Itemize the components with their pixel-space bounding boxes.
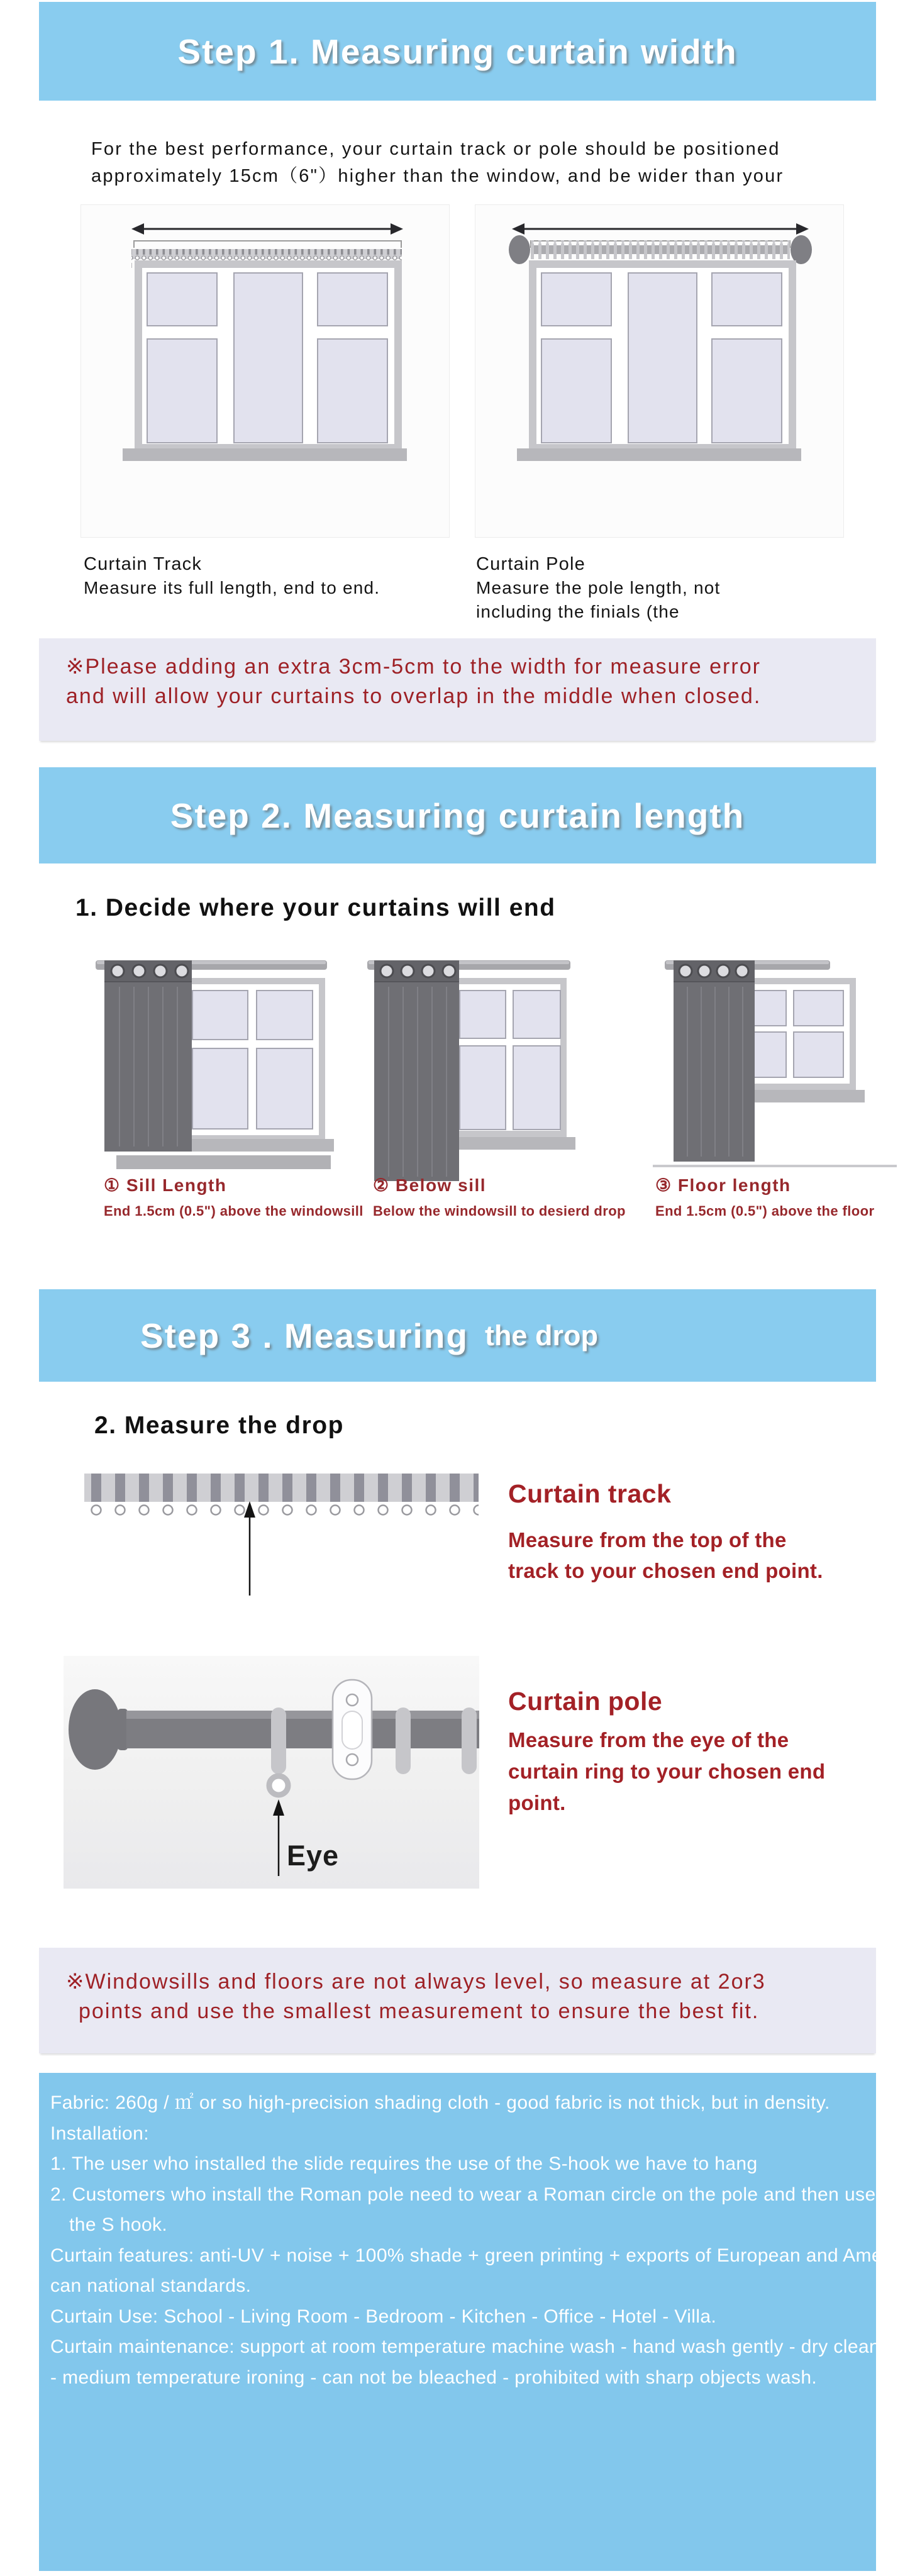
finial-icon (69, 1689, 121, 1770)
note-box-width (39, 638, 876, 741)
pole-annotation-text (508, 1724, 825, 1819)
window-icon (123, 260, 407, 461)
track-window-diagram-icon (81, 205, 449, 537)
curtain-icon (104, 960, 192, 1152)
pole-annotation-line-3: point. (508, 1791, 566, 1814)
sill-length-diagram-icon (94, 952, 343, 1173)
step3-heading: 2. Measure the drop (94, 1412, 344, 1439)
measure-arrow-icon (273, 1799, 284, 1876)
below-sill-diagram-icon (366, 952, 583, 1194)
width-arrow-icon (131, 223, 403, 235)
pole-diagram-icon (64, 1656, 479, 1889)
pole-annotation-line-2: curtain ring to your chosen end (508, 1760, 826, 1783)
option-sill-length (104, 1175, 363, 1219)
track-strip-diagram-icon (84, 1474, 479, 1599)
info-line-features-2: can national standards. (50, 2275, 252, 2296)
curtain-pole-figure (475, 204, 844, 538)
measure-arrow-icon (244, 1501, 255, 1596)
info-line-install-2b: the S hook. (69, 2214, 168, 2235)
note-width-line-2: and will allow your curtains to overlap in the middle when closed. (66, 684, 762, 708)
note-width-line-1: ※Please adding an extra 3cm-5cm to the width for measure error (66, 655, 761, 679)
pole-caption-title: Curtain Pole (476, 554, 585, 574)
eye-ring-icon (269, 1776, 288, 1795)
option-label: ② Below sill (373, 1175, 487, 1195)
step2-title: Step 2. Measuring curtain length (170, 796, 745, 835)
note-box-level (39, 1948, 876, 2053)
option-below-sill (373, 1175, 626, 1219)
info-line-install-1: 1. The user who installed the slide requires the use of the S-hook we have to hang (50, 2153, 758, 2174)
step2-header (39, 767, 876, 863)
info-line-features-1: Curtain features: anti-UV + noise + 100% shade + green printing + exports of European and Ameri- (50, 2245, 900, 2266)
info-line-maintenance-1: Curtain maintenance: support at room temperature machine wash - hand wash gently - dry cleaning (50, 2336, 906, 2357)
curtain-icon (674, 960, 755, 1162)
curtain-ring-icon (271, 1707, 286, 1774)
curtain-track-figure (80, 204, 450, 538)
track-annotation-line-2: track to your chosen end point. (508, 1559, 823, 1582)
floor-length-diagram-icon (653, 952, 904, 1170)
pole-figure (64, 1656, 479, 1889)
info-line-fabric: Fabric: 260g / ㎡ or so high-precision shading cloth - good fabric is not thick, but in density. (50, 2092, 830, 2113)
eye-label: Eye (287, 1840, 340, 1872)
pole-caption-line-1: Measure the pole length, not (476, 578, 721, 597)
option-floor-length (655, 1175, 874, 1219)
step3-title-main: Step 3 . Measuring (140, 1316, 469, 1355)
step3-title-sub: the drop (484, 1319, 598, 1352)
intro-line-1: For the best performance, your curtain track or pole should be positioned (91, 139, 780, 159)
info-line-maintenance-2: - medium temperature ironing - can not be bleached - prohibited with sharp objects wash. (50, 2367, 818, 2388)
pole-caption-line-2: including the finials (the (476, 602, 680, 621)
curtain-pole-icon (509, 235, 812, 264)
option-label: ③ Floor length (655, 1175, 791, 1195)
pole-caption (476, 552, 721, 624)
step1-title: Step 1. Measuring curtain width (177, 31, 738, 71)
info-line-install-2: 2. Customers who install the Roman pole need to wear a Roman circle on the pole and then use (50, 2184, 876, 2205)
track-caption-line: Measure its full length, end to end. (84, 578, 380, 597)
step3-header (39, 1289, 876, 1382)
pole-annotation-title: Curtain pole (508, 1687, 663, 1716)
pole-annotation-line-1: Measure from the eye of the (508, 1728, 789, 1752)
track-annotation-line-1: Measure from the top of the (508, 1528, 787, 1552)
window-icon (517, 260, 801, 461)
note-level-line-1: ※Windowsills and floors are not always level, so measure at 2or3 (66, 1970, 766, 1994)
floor-line-icon (653, 1165, 897, 1167)
product-info-box (39, 2073, 906, 2571)
option-caption: End 1.5cm (0.5") above the windowsill (104, 1203, 363, 1219)
step2-heading: 1. Decide where your curtains will end (75, 894, 556, 921)
step1-intro (91, 136, 784, 190)
step1-header (39, 2, 876, 101)
width-arrow-icon (512, 223, 809, 235)
pole-window-diagram-icon (475, 205, 843, 537)
info-line-use: Curtain Use: School - Living Room - Bedroom - Kitchen - Office - Hotel - Villa. (50, 2306, 717, 2327)
track-annotation-title: Curtain track (508, 1479, 672, 1508)
intro-line-2: approximately 15cm（6"）higher than the window, and be wider than your (91, 166, 784, 186)
curtain-ring-icon (462, 1707, 477, 1774)
info-line-installation: Installation: (50, 2123, 149, 2144)
option-caption: End 1.5cm (0.5") above the floor (655, 1203, 875, 1219)
track-annotation-text (508, 1524, 823, 1586)
option-label: ① Sill Length (104, 1175, 227, 1195)
option-caption: Below the windowsill to desierd drop (373, 1203, 626, 1219)
track-caption-title: Curtain Track (84, 554, 203, 574)
bracket-icon (333, 1680, 372, 1779)
note-level-line-2: points and use the smallest measurement to ensure the best fit. (79, 1999, 760, 2023)
curtain-ring-icon (396, 1707, 411, 1774)
track-caption (84, 552, 380, 600)
curtain-icon (374, 960, 459, 1181)
